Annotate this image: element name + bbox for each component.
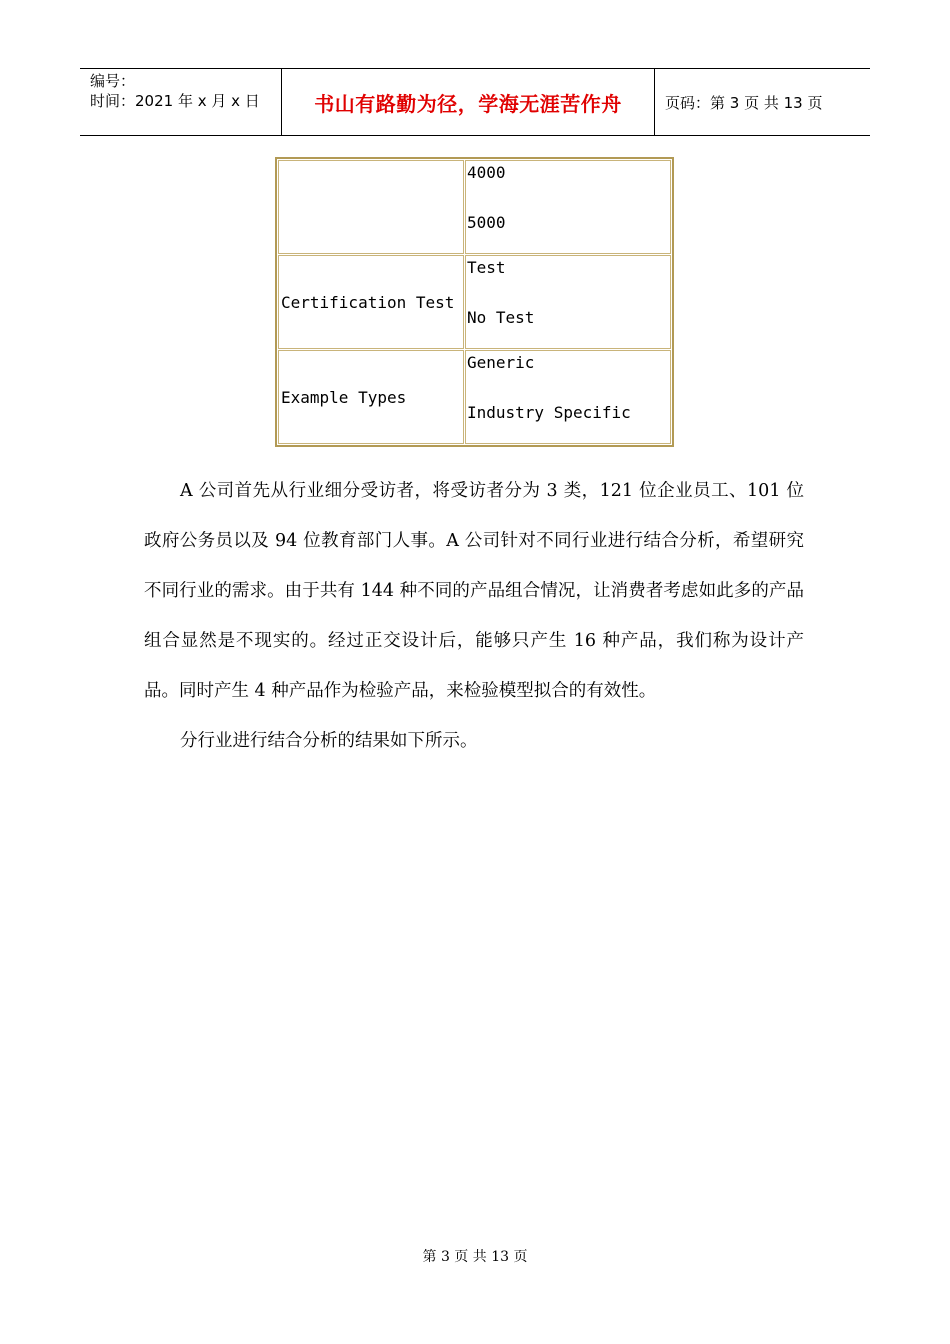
level-value: Industry Specific xyxy=(467,403,631,422)
level-value: Generic xyxy=(467,353,535,372)
attribute-label xyxy=(278,160,464,254)
attribute-label: Certification Test xyxy=(278,255,464,349)
attribute-levels-table xyxy=(275,157,674,447)
table-row xyxy=(278,160,671,254)
header-motto: 书山有路勤为径，学海无涯苦作舟 xyxy=(282,69,655,135)
attribute-levels xyxy=(465,160,671,254)
level-value: 4000 xyxy=(467,163,506,182)
body-text xyxy=(144,466,804,766)
level-value: Test xyxy=(467,258,506,277)
attribute-levels xyxy=(465,350,671,444)
table-row xyxy=(278,350,671,444)
page-footer: 第 3 页 共 13 页 xyxy=(422,1249,528,1265)
paragraph: 分行业进行结合分析的结果如下所示。 xyxy=(180,731,478,751)
header-meta xyxy=(80,69,282,135)
time-label: 时间：2021 年 x 月 x 日 xyxy=(90,92,260,110)
paragraph: A 公司首先从行业细分受访者，将受访者分为 3 类，121 位企业员工、101 位政府公务员以及 94 位教育部门人事。A 公司针对不同行业进行结合分析，希望研究不同行业的需求。由于共有 144 种不同的产品组合情况，让消费者考虑如此多的产品组合显然是不现实的。经过正交设计后，能够只产生 16 种产品，我们称为设计产品。同时产生 4 种产品作为检验产品，来检验模型拟合的有效性。 xyxy=(144,481,804,701)
attribute-levels xyxy=(465,255,671,349)
attribute-label: Example Types xyxy=(278,350,464,444)
level-value: 5000 xyxy=(467,213,506,232)
level-value: No Test xyxy=(467,308,535,327)
number-label: 编号： xyxy=(90,72,136,90)
table-row xyxy=(278,255,671,349)
header-page-info: 页码：第 3 页 共 13 页 xyxy=(665,93,823,112)
page-header xyxy=(80,68,870,136)
